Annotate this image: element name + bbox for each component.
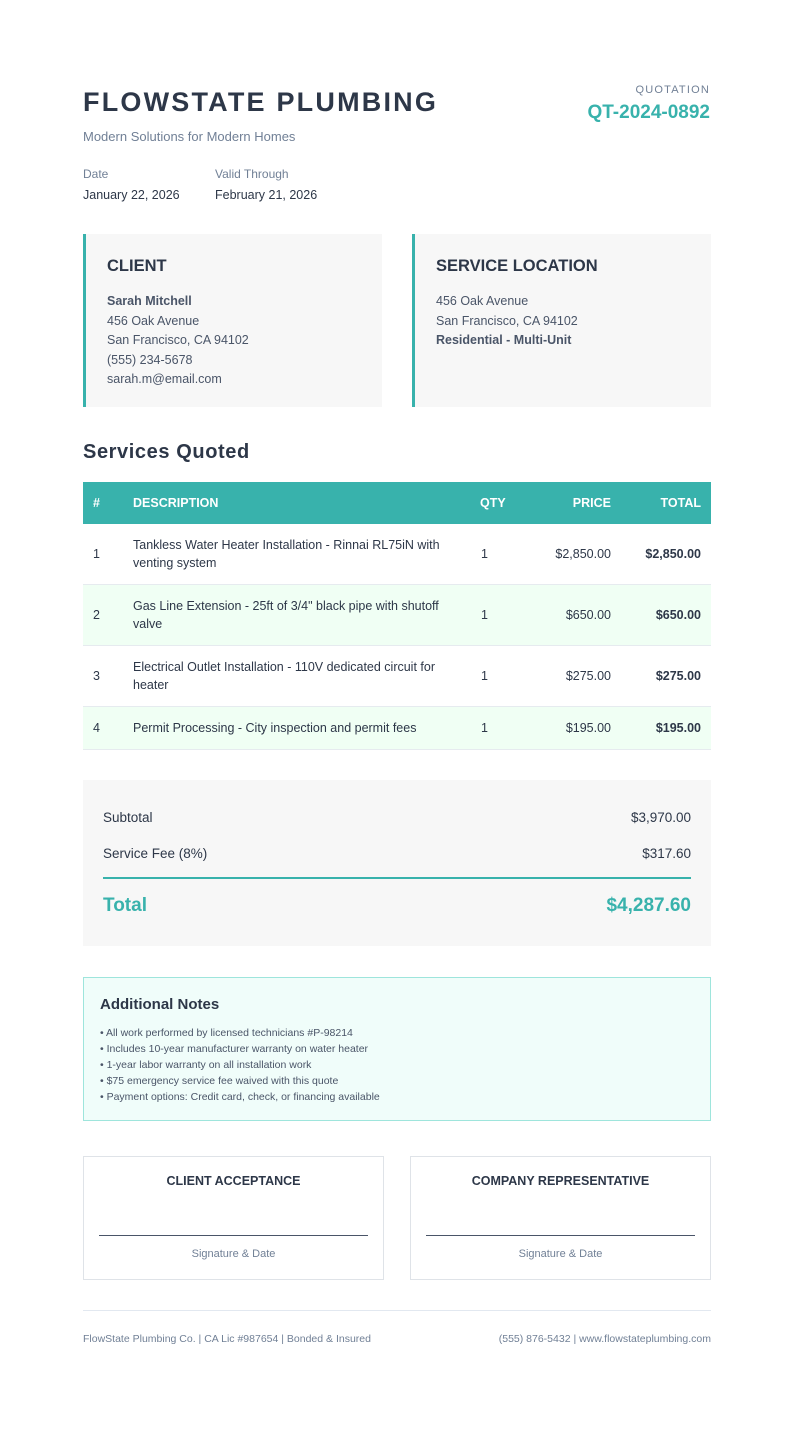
col-num-header: #	[93, 496, 100, 510]
property-type: Residential - Multi-Unit	[436, 333, 572, 347]
col-qty-header: QTY	[480, 496, 506, 510]
table-row	[83, 524, 711, 585]
client-name: Sarah Mitchell	[107, 294, 192, 308]
row-description: Tankless Water Heater Installation - Rinnai RL75iN with venting system	[133, 538, 440, 570]
company-signature-line[interactable]	[426, 1235, 695, 1236]
row-number: 1	[93, 547, 100, 561]
client-email: sarah.m@email.com	[107, 372, 222, 386]
service-fee-label: Service Fee (8%)	[103, 846, 208, 861]
note-item: • 1-year labor warranty on all installation work	[100, 1059, 312, 1071]
valid-through-block	[215, 167, 317, 202]
row-price: $2,850.00	[555, 547, 611, 561]
client-acceptance-title: CLIENT ACCEPTANCE	[166, 1174, 301, 1188]
client-box	[83, 234, 382, 407]
col-price-header: PRICE	[572, 496, 611, 510]
date-block	[83, 167, 180, 202]
row-description: Electrical Outlet Installation - 110V dedicated circuit for heater	[133, 660, 435, 692]
note-item: • $75 emergency service fee waived with this quote	[100, 1075, 339, 1087]
grand-total-label: Total	[103, 895, 147, 916]
client-phone: (555) 234-5678	[107, 352, 193, 367]
subtotal-label: Subtotal	[103, 810, 153, 825]
service-fee-value: $317.60	[642, 846, 691, 861]
table-row	[83, 646, 711, 707]
row-number: 3	[93, 669, 100, 683]
note-item: • All work performed by licensed technicians #P-98214	[100, 1027, 353, 1039]
row-total: $2,850.00	[645, 547, 701, 561]
col-description-header: DESCRIPTION	[133, 496, 219, 510]
row-total: $275.00	[655, 669, 701, 683]
client-title: CLIENT	[107, 257, 167, 275]
date-label: Date	[83, 167, 109, 181]
row-description: Gas Line Extension - 25ft of 3/4" black pipe with shutoff valve	[133, 599, 439, 631]
valid-through-label: Valid Through	[215, 167, 289, 181]
row-number: 2	[93, 608, 100, 622]
table-row	[83, 585, 711, 646]
note-item: • Includes 10-year manufacturer warranty on water heater	[100, 1043, 369, 1055]
notes-title: Additional Notes	[100, 996, 220, 1013]
services-table	[83, 482, 711, 750]
note-item: • Payment options: Credit card, check, or financing available	[100, 1091, 380, 1103]
document-type-label: QUOTATION	[635, 84, 710, 96]
client-acceptance-box	[83, 1156, 384, 1280]
client-address-line1: 456 Oak Avenue	[107, 313, 200, 328]
service-address-line1: 456 Oak Avenue	[436, 294, 529, 308]
client-signature-caption: Signature & Date	[191, 1248, 276, 1260]
row-qty: 1	[481, 547, 488, 561]
company-representative-box	[410, 1156, 711, 1280]
row-number: 4	[93, 721, 100, 735]
row-price: $275.00	[565, 669, 611, 683]
valid-through-value: February 21, 2026	[215, 188, 318, 202]
col-total-header: TOTAL	[660, 496, 701, 510]
row-price: $195.00	[565, 721, 611, 735]
footer-company-info: FlowState Plumbing Co. | CA Lic #987654 | Bonded & Insured	[83, 1333, 371, 1345]
services-title: Services Quoted	[83, 441, 250, 463]
row-qty: 1	[481, 669, 488, 683]
footer-divider	[83, 1310, 711, 1311]
service-location-box	[412, 234, 711, 407]
row-qty: 1	[481, 721, 488, 735]
client-signature-line[interactable]	[99, 1235, 368, 1236]
footer-contact-info: (555) 876-5432 | www.flowstateplumbing.com	[498, 1333, 711, 1345]
service-location-title: SERVICE LOCATION	[436, 257, 598, 275]
table-header	[83, 482, 711, 524]
totals-divider	[103, 877, 691, 879]
subtotal-value: $3,970.00	[630, 810, 691, 825]
row-price: $650.00	[565, 608, 611, 622]
date-value: January 22, 2026	[83, 188, 180, 202]
company-representative-title: COMPANY REPRESENTATIVE	[471, 1174, 650, 1188]
company-name: FLOWSTATE PLUMBING	[83, 87, 439, 117]
service-address-line2: San Francisco, CA 94102	[436, 313, 578, 328]
row-total: $195.00	[655, 721, 701, 735]
row-description: Permit Processing - City inspection and permit fees	[133, 721, 417, 735]
row-total: $650.00	[655, 608, 701, 622]
additional-notes	[83, 977, 711, 1121]
company-signature-caption: Signature & Date	[518, 1248, 603, 1260]
company-tagline: Modern Solutions for Modern Homes	[83, 129, 296, 144]
totals-panel	[83, 780, 711, 946]
table-row	[83, 707, 711, 750]
row-qty: 1	[481, 608, 488, 622]
grand-total-value: $4,287.60	[606, 895, 691, 916]
quote-number: QT-2024-0892	[587, 102, 710, 123]
client-address-line2: San Francisco, CA 94102	[107, 333, 249, 347]
